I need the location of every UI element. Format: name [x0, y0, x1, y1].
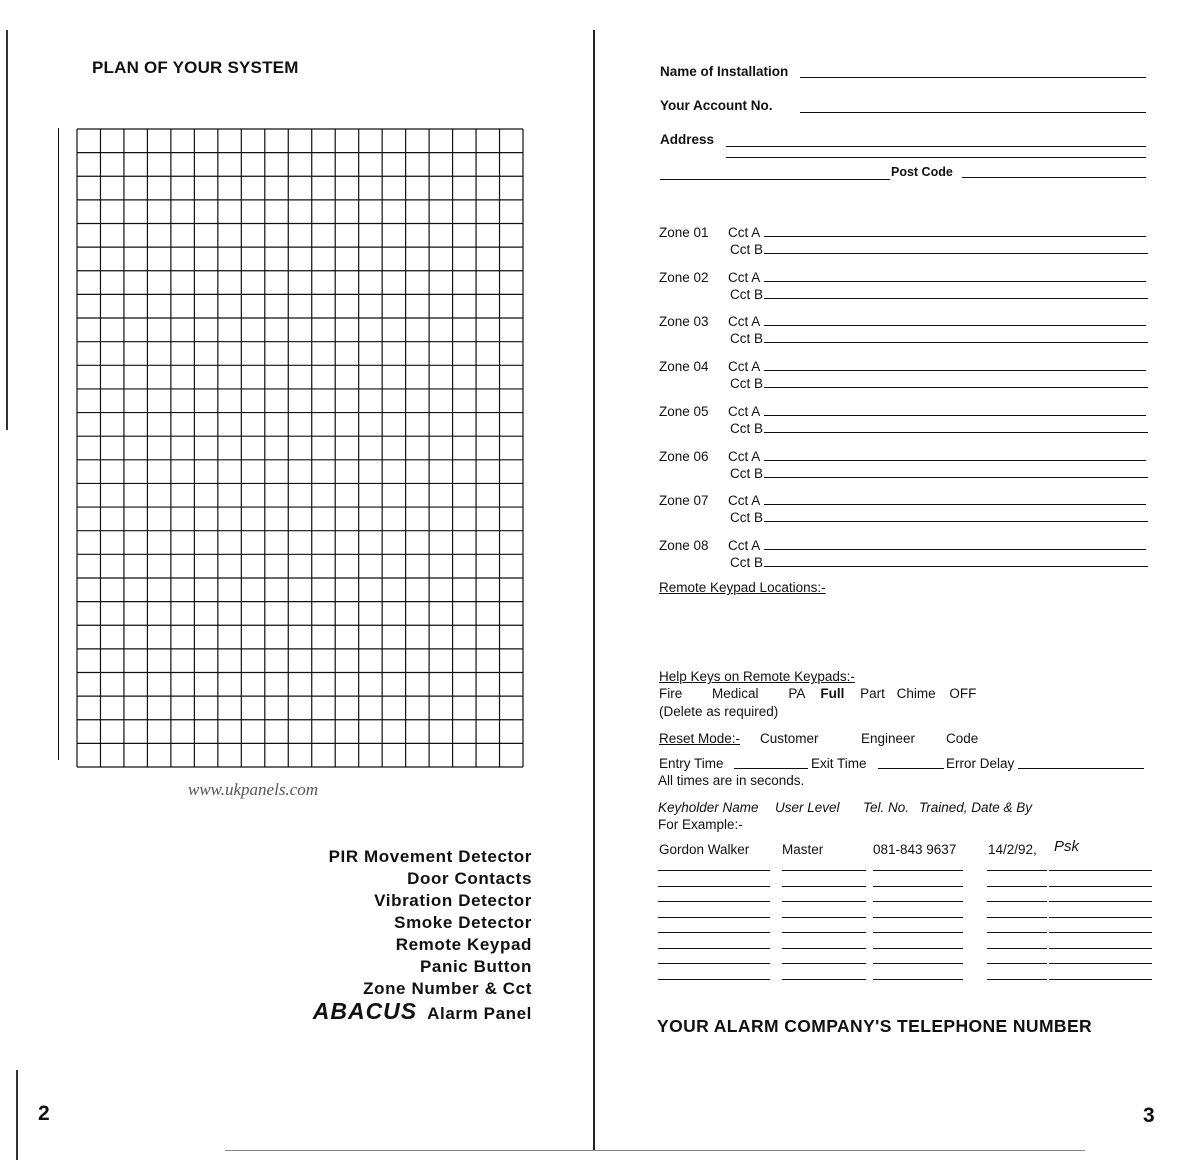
legend-brand-row: [313, 1000, 532, 1025]
legend-item: PIR Movement Detector: [328, 847, 532, 866]
cct-a-field[interactable]: [764, 236, 1146, 237]
help-key-medical[interactable]: Medical: [712, 686, 759, 701]
keyholder-field[interactable]: [658, 948, 770, 949]
cct-a-field[interactable]: [764, 460, 1146, 461]
keyholder-header-trained: Trained, Date & By: [919, 800, 1033, 815]
plan-grid[interactable]: [76, 128, 524, 768]
keyholder-field[interactable]: [782, 979, 866, 980]
example-level: Master: [782, 842, 824, 857]
postcode-label: Post Code: [891, 165, 953, 179]
cct-a-field[interactable]: [764, 281, 1146, 282]
cct-b-field[interactable]: [764, 387, 1148, 388]
entry-time-field[interactable]: [734, 768, 808, 769]
legend-item: Smoke Detector: [394, 913, 532, 932]
legend-item: Panic Button: [419, 957, 532, 976]
keyholder-field[interactable]: [782, 963, 866, 964]
help-keys-heading: Help Keys on Remote Keypads:-: [659, 669, 855, 684]
keyholder-header-tel: Tel. No.: [863, 800, 910, 815]
address-field[interactable]: [726, 157, 1146, 158]
legend-item: Remote Keypad: [395, 935, 532, 954]
reset-option-engineer[interactable]: Engineer: [861, 731, 916, 746]
example-by: Psk: [1054, 838, 1080, 855]
account-field[interactable]: [800, 112, 1146, 113]
cct-b-field[interactable]: [764, 342, 1148, 343]
cct-b-label: Cct B: [730, 286, 764, 302]
keyholder-field[interactable]: [782, 886, 866, 887]
keyholder-field[interactable]: [658, 870, 770, 871]
cct-b-field[interactable]: [764, 432, 1148, 433]
keyholder-field[interactable]: [987, 917, 1047, 918]
help-key-fire[interactable]: Fire: [659, 686, 683, 701]
scan-edge-mark: [16, 1070, 18, 1160]
keyholder-field[interactable]: [782, 901, 866, 902]
watermark: www.ukpanels.com: [188, 780, 319, 799]
cct-b-field[interactable]: [764, 298, 1148, 299]
cct-a-label: Cct A: [728, 225, 761, 240]
keyholder-field[interactable]: [873, 963, 963, 964]
keyholder-field[interactable]: [1049, 979, 1152, 980]
zone-label: Zone 01: [659, 225, 709, 240]
example-name: Gordon Walker: [659, 842, 750, 857]
keyholder-field[interactable]: [987, 963, 1047, 964]
zone-label: Zone 07: [659, 493, 709, 509]
keyholder-field[interactable]: [1049, 963, 1152, 964]
grid-frame-line: [58, 128, 59, 760]
postcode-field[interactable]: [962, 177, 1146, 178]
keyholder-field[interactable]: [1049, 870, 1152, 871]
reset-option-customer[interactable]: Customer: [760, 731, 819, 746]
legend-item: Zone Number & Cct: [363, 979, 532, 998]
keyholder-field[interactable]: [987, 886, 1047, 887]
cct-a-field[interactable]: [764, 549, 1146, 550]
scan-bottom-rule: [225, 1150, 1085, 1151]
help-key-full[interactable]: Full: [820, 686, 845, 701]
cct-b-label: Cct B: [730, 420, 764, 436]
cct-a-field[interactable]: [764, 370, 1146, 371]
keyholder-header-level: User Level: [775, 800, 840, 815]
keyholder-field[interactable]: [987, 870, 1047, 871]
example-tel: 081-843 9637: [873, 842, 957, 857]
help-key-chime[interactable]: Chime: [896, 686, 936, 701]
for-example-label: For Example:-: [658, 817, 743, 832]
cct-a-field[interactable]: [764, 504, 1146, 505]
account-label: Your Account No.: [660, 98, 773, 113]
cct-b-label: Cct B: [730, 331, 764, 347]
reset-option-code[interactable]: Code: [946, 731, 979, 746]
help-key-off[interactable]: OFF: [949, 686, 977, 701]
keyholder-field[interactable]: [658, 901, 770, 902]
error-delay-field[interactable]: [1018, 768, 1144, 769]
cct-a-label: Cct A: [728, 359, 761, 375]
keyholder-header-name: Keyholder Name: [658, 800, 759, 815]
cct-a-label: Cct A: [728, 537, 761, 553]
keyholder-field[interactable]: [658, 932, 770, 933]
help-key-part[interactable]: Part: [860, 686, 885, 701]
cct-b-field[interactable]: [764, 566, 1148, 567]
installation-label: Name of Installation: [660, 64, 789, 79]
legend-item: Vibration Detector: [374, 891, 532, 910]
help-keys-row: [659, 686, 976, 701]
address-field[interactable]: [726, 146, 1146, 147]
keyholder-field[interactable]: [873, 948, 963, 949]
company-phone-footer: YOUR ALARM COMPANY'S TELEPHONE NUMBER: [657, 1016, 1093, 1036]
cct-b-label: Cct B: [730, 376, 764, 392]
keyholder-field[interactable]: [873, 886, 963, 887]
cct-b-field[interactable]: [764, 477, 1148, 478]
page-divider: [593, 30, 595, 1150]
keyholder-field[interactable]: [658, 917, 770, 918]
cct-a-label: Cct A: [728, 269, 761, 285]
keyholder-field[interactable]: [873, 870, 963, 871]
keyholder-field[interactable]: [1049, 886, 1152, 887]
example-date: 14/2/92,: [988, 842, 1037, 857]
zone-label: Zone 04: [659, 359, 709, 375]
reset-mode-label: Reset Mode:-: [659, 731, 741, 746]
cct-b-field[interactable]: [764, 521, 1148, 522]
keyholder-field[interactable]: [987, 932, 1047, 933]
keyholder-field[interactable]: [658, 963, 770, 964]
times-note: All times are in seconds.: [658, 773, 805, 788]
cct-a-label: Cct A: [728, 448, 761, 464]
exit-time-label: Exit Time: [811, 756, 867, 771]
cct-a-field[interactable]: [764, 325, 1146, 326]
zone-label: Zone 08: [659, 537, 709, 553]
keyholder-field[interactable]: [782, 870, 866, 871]
keyholder-field[interactable]: [873, 979, 963, 980]
zone-label: Zone 02: [659, 269, 709, 285]
remote-keypad-locations-heading: Remote Keypad Locations:-: [659, 580, 826, 595]
cct-a-label: Cct A: [728, 403, 761, 419]
keyholder-field[interactable]: [1049, 948, 1152, 949]
keyholder-field[interactable]: [873, 917, 963, 918]
cct-b-field[interactable]: [764, 253, 1148, 254]
keyholder-field[interactable]: [873, 901, 963, 902]
help-key-pa[interactable]: PA: [788, 686, 805, 701]
error-delay-label: Error Delay: [946, 756, 1015, 771]
keyholder-field[interactable]: [987, 979, 1047, 980]
keyholder-field[interactable]: [987, 901, 1047, 902]
page-number-right: 3: [1143, 1104, 1155, 1127]
legend-item: Door Contacts: [407, 869, 532, 888]
help-keys-note: (Delete as required): [659, 704, 779, 719]
keyholder-field[interactable]: [782, 948, 866, 949]
keyholder-field[interactable]: [782, 917, 866, 918]
address-field[interactable]: [660, 179, 890, 180]
keyholder-field[interactable]: [658, 886, 770, 887]
brand-logo: ABACUS: [312, 998, 418, 1024]
page-number-left: 2: [38, 1102, 50, 1125]
keyholder-field[interactable]: [658, 979, 770, 980]
installation-field[interactable]: [800, 77, 1146, 78]
brand-suffix: Alarm Panel: [427, 1004, 532, 1023]
zone-label: Zone 03: [659, 314, 709, 330]
keyholder-field[interactable]: [782, 932, 866, 933]
keyholder-field[interactable]: [1049, 901, 1152, 902]
address-label: Address: [660, 132, 715, 147]
cct-a-label: Cct A: [728, 314, 761, 330]
keyholder-field[interactable]: [873, 932, 963, 933]
cct-b-label: Cct B: [730, 554, 764, 570]
entry-time-label: Entry Time: [659, 756, 724, 771]
cct-b-label: Cct B: [730, 242, 764, 257]
cct-a-field[interactable]: [764, 415, 1146, 416]
exit-time-field[interactable]: [878, 768, 944, 769]
legend: [313, 846, 532, 1025]
cct-a-label: Cct A: [728, 493, 761, 509]
keyholder-field[interactable]: [987, 948, 1047, 949]
zone-label: Zone 05: [659, 403, 709, 419]
cct-b-label: Cct B: [730, 465, 764, 481]
scan-edge-mark: [6, 30, 8, 430]
zone-label: Zone 06: [659, 448, 709, 464]
cct-b-label: Cct B: [730, 510, 764, 526]
plan-title: PLAN OF YOUR SYSTEM: [92, 58, 299, 77]
keyholder-field[interactable]: [1049, 917, 1152, 918]
keyholder-field[interactable]: [1049, 932, 1152, 933]
